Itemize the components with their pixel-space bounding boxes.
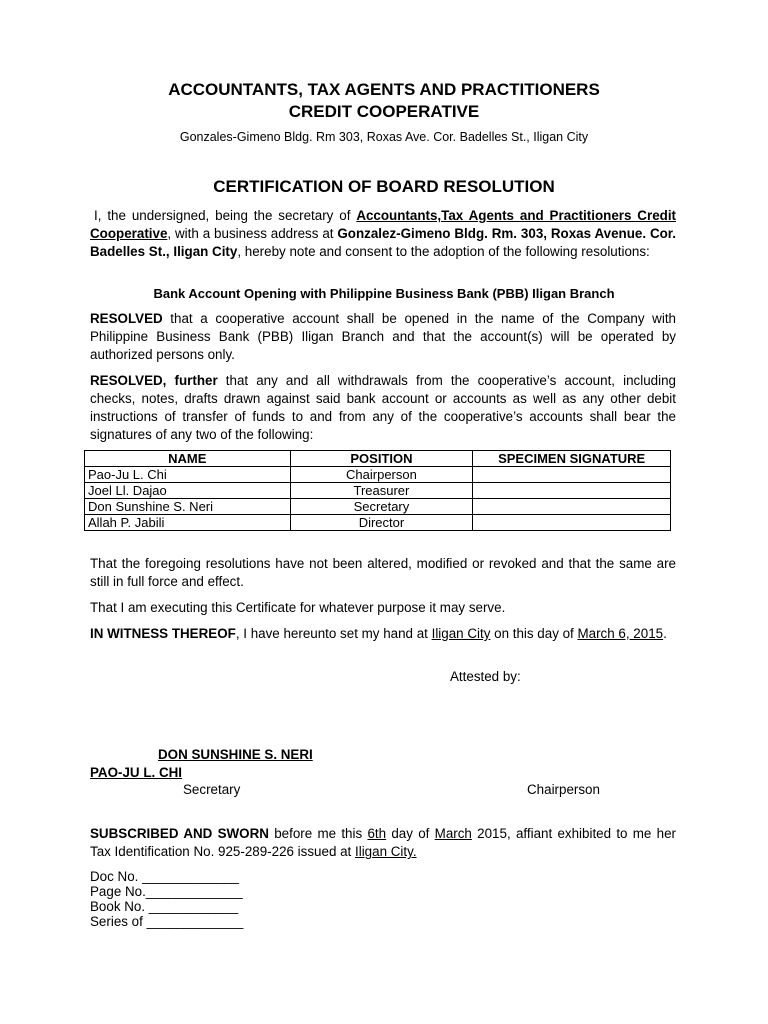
bank-subheading: Bank Account Opening with Philippine Business Bank (PBB) Iligan Branch (153, 286, 615, 301)
cell-name: Pao-Ju L. Chi (85, 467, 291, 483)
resolved-label: RESOLVED (90, 311, 163, 326)
signatories-table (84, 450, 671, 531)
intro-text-1: I, the undersigned, being the secretary of (94, 208, 357, 223)
col-header-name: NAME (85, 451, 291, 467)
signatory-name-secretary (158, 746, 313, 764)
intro-text-3: , hereby note and consent to the adoption of the following resolutions: (237, 244, 650, 259)
witness-text-1: , I have hereunto set my hand at (235, 626, 432, 641)
intro-text-2: , with a business address at (167, 226, 338, 241)
witness-city: Iligan City (431, 626, 491, 641)
org-address: Gonzales-Gimeno Bldg. Rm 303, Roxas Ave. Cor. Badelles St., Iligan City (179, 130, 589, 144)
cell-signature (473, 499, 671, 515)
cell-signature (473, 483, 671, 499)
table-row (85, 467, 671, 483)
table-row (85, 515, 671, 531)
attested-by-label: Attested by: (450, 669, 521, 684)
col-header-position: POSITION (290, 451, 473, 467)
intro-org-name: Accountants,Tax Agents and Practitioners Credit Cooperative (90, 208, 676, 241)
notary-book-no: Book No. ____________ (90, 899, 239, 914)
witness-label: IN WITNESS THEREOF (90, 626, 236, 641)
cell-position: Treasurer (290, 483, 473, 499)
cell-name: Allah P. Jabili (85, 515, 291, 531)
cell-signature (473, 467, 671, 483)
sworn-label: SUBSCRIBED AND SWORN (90, 826, 269, 841)
notary-series: Series of _____________ (90, 914, 244, 929)
document-title: CERTIFICATION OF BOARD RESOLUTION (213, 177, 555, 196)
sworn-day: 6th (367, 826, 387, 841)
resolved-text: that a cooperative account shall be opened in the name of the Company with Philippine Business Bank (PBB) Iligan Branch and that the account(s) will be operated by authorized persons only. (90, 311, 676, 362)
resolved-paragraph-1 (90, 310, 676, 364)
cell-position: Secretary (290, 499, 473, 515)
org-title-line2: CREDIT COOPERATIVE (288, 102, 480, 121)
witness-date: March 6, 2015 (577, 626, 664, 641)
signatory-name-chairperson (90, 764, 182, 782)
col-header-signature: SPECIMEN SIGNATURE (473, 451, 671, 467)
cell-position: Director (290, 515, 473, 531)
intro-address: Gonzalez-Gimeno Bldg. Rm. 303, Roxas Avenue. Cor. Badelles St., Iligan City (90, 226, 676, 259)
cell-name: Don Sunshine S. Neri (85, 499, 291, 515)
sworn-text-3: 2015, affiant exhibited to me her Tax Identification No. 925-289-226 issued at (90, 826, 677, 859)
cell-signature (473, 515, 671, 531)
intro-paragraph (90, 207, 676, 261)
chairperson-name-text: PAO-JU L. CHI (90, 765, 183, 780)
notary-page-no: Page No._____________ (90, 884, 243, 899)
witness-paragraph (90, 625, 676, 643)
sworn-text-2: day of (386, 826, 435, 841)
table-row (85, 499, 671, 515)
sworn-paragraph (90, 825, 676, 861)
signatory-role-chairperson: Chairperson (527, 782, 600, 797)
sworn-text-1: before me this (268, 826, 368, 841)
secretary-name-text: DON SUNSHINE S. NERI (158, 747, 313, 762)
table-header-row (85, 451, 671, 467)
resolved-paragraph-2 (90, 372, 676, 444)
sworn-city: Iligan City. (355, 844, 417, 859)
org-title-line1: ACCOUNTANTS, TAX AGENTS AND PRACTITIONERS (168, 80, 600, 99)
resolved-further-text: that any and all withdrawals from the cooperative’s account, including checks, notes, drafts drawn against said bank account or accounts as well as any other debit instructions of transfer of funds to and from any of the cooperative’s accounts shall bear the signatures of any two of the following: (90, 373, 676, 442)
witness-text-3: . (663, 626, 667, 641)
foregoing-paragraph: That the foregoing resolutions have not been altered, modified or revoked and that the same are still in full force and effect. (90, 556, 676, 589)
witness-text-2: on this day of (490, 626, 578, 641)
table-row (85, 483, 671, 499)
signatory-role-secretary: Secretary (183, 782, 241, 797)
notary-doc-no: Doc No. _____________ (90, 869, 239, 884)
resolved-further-label: RESOLVED, further (90, 373, 218, 388)
cell-position: Chairperson (290, 467, 473, 483)
cell-name: Joel Ll. Dajao (85, 483, 291, 499)
executing-paragraph: That I am executing this Certificate for whatever purpose it may serve. (90, 600, 506, 615)
sworn-month: March (434, 826, 472, 841)
